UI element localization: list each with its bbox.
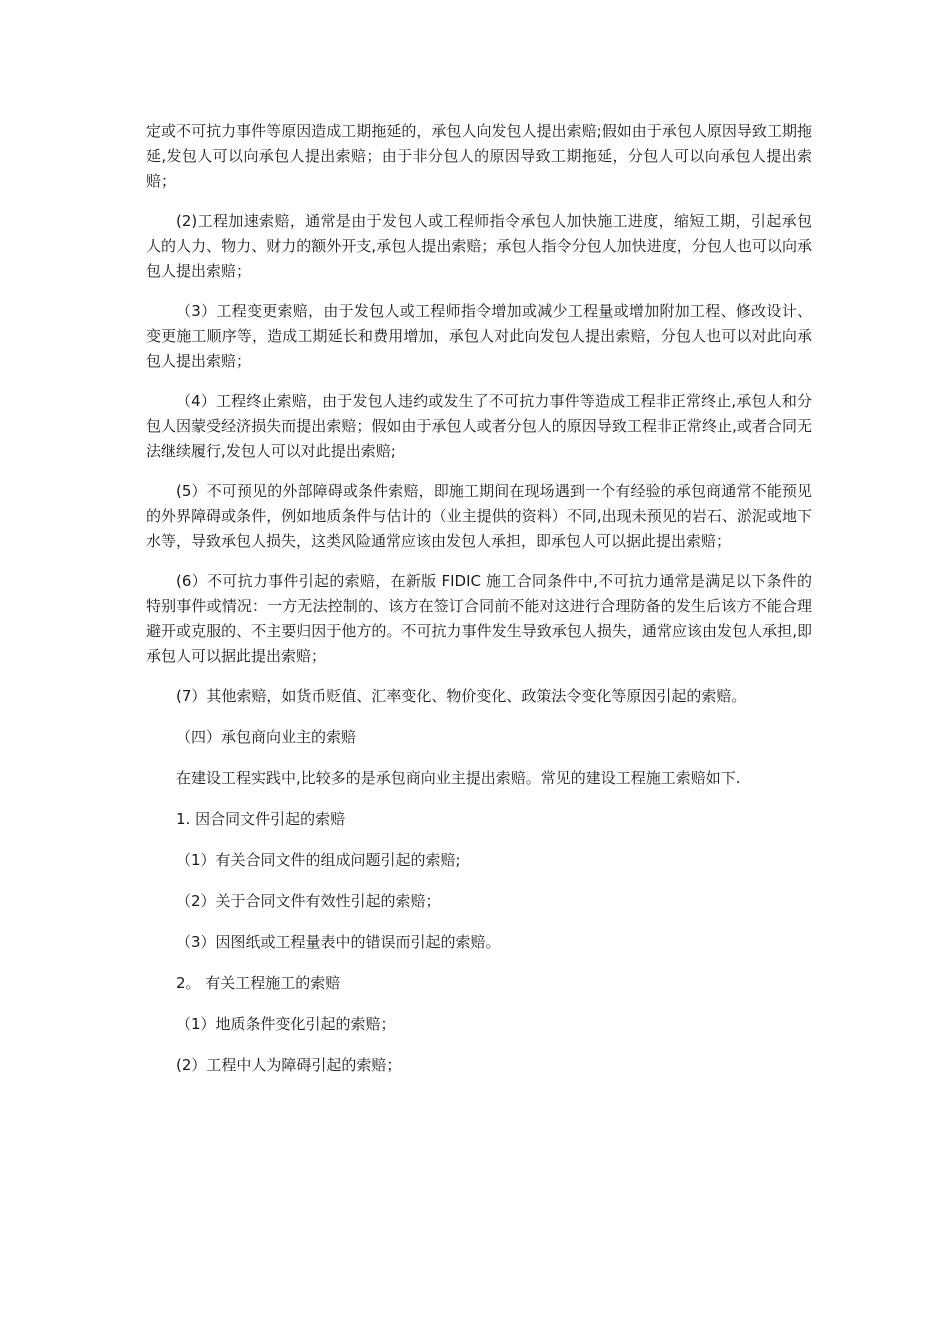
list-heading-contract-documents: 1. 因合同文件引起的索赔: [176, 810, 346, 828]
paragraph-termination-claims: （4）工程终止索赔，由于发包人违约或发生了不可抗力事件等造成工程非正常终止,承包人和分包人因蒙受经济损失而提出索赔；假如由于承包人或者分包人的原因导致工程非正常终止,或者合同无法继续履行,发包人可以对此提出索赔;: [146, 392, 812, 460]
list-item-geology: （1）地质条件变化引起的索赔；: [176, 1015, 396, 1033]
paragraph-acceleration-claims: (2)工程加速索赔，通常是由于发包人或工程师指令承包人加快施工进度，缩短工期，引起承包人的人力、物力、财力的额外开支,承包人提出索赔；承包人指令分包人加快进度，分包人也可以向承包人提出索赔；: [146, 212, 812, 280]
paragraph-unforeseen-conditions-claims: (5）不可预见的外部障碍或条件索赔，即施工期间在现场遇到一个有经验的承包商通常不能预见的外界障碍或条件，例如地质条件与估计的（业主提供的资料）不同,出现未预见的岩石、淤泥或地下水等，导致承包人损失，这类风险通常应该由发包人承担，即承包人可以据此提出索赔；: [146, 482, 812, 550]
paragraph-force-majeure-claims: (6）不可抗力事件引起的索赔，在新版 FIDIC 施工合同条件中,不可抗力通常是满足以下条件的特别事件或情况：一方无法控制的、该方在签订合同前不能对这进行合理防备的发生后该方不能合理避开或克服的、不主要归因于他方的。不可抗力事件发生导致承包人损失，通常应该由发包人承担,即承包人可以据此提出索赔；: [146, 572, 812, 665]
list-item-validity: （2）关于合同文件有效性引起的索赔；: [176, 892, 441, 910]
paragraph-delay-claims: 定或不可抗力事件等原因造成工期拖延的，承包人向发包人提出索赔;假如由于承包人原因导致工期拖延,发包人可以向承包人提出索赔；由于非分包人的原因导致工期拖延，分包人可以向承包人提出索赔；: [146, 122, 812, 190]
list-item-human-obstacles: (2）工程中人为障碍引起的索赔；: [176, 1056, 402, 1074]
list-heading-construction: 2。 有关工程施工的索赔: [176, 974, 341, 992]
paragraph-variation-claims: （3）工程变更索赔，由于发包人或工程师指令增加或减少工程量或增加附加工程、修改设计、变更施工顺序等，造成工期延长和费用增加，承包人对此向发包人提出索赔，分包人也可以对此向承包人提出索赔；: [146, 302, 812, 370]
line-intro-common-claims: 在建设工程实践中,比较多的是承包商向业主提出索赔。常见的建设工程施工索赔如下.: [176, 769, 741, 787]
list-item-composition: （1）有关合同文件的组成问题引起的索赔;: [176, 851, 461, 869]
section-heading-contractor-claims: （四）承包商向业主的索赔: [176, 728, 357, 746]
document-body: [146, 119, 812, 1094]
list-item-drawing-errors: （3）因图纸或工程量表中的错误而引起的索赔。: [176, 933, 501, 951]
line-other-claims: (7）其他索赔，如货币贬值、汇率变化、物价变化、政策法令变化等原因引起的索赔。: [176, 687, 747, 705]
